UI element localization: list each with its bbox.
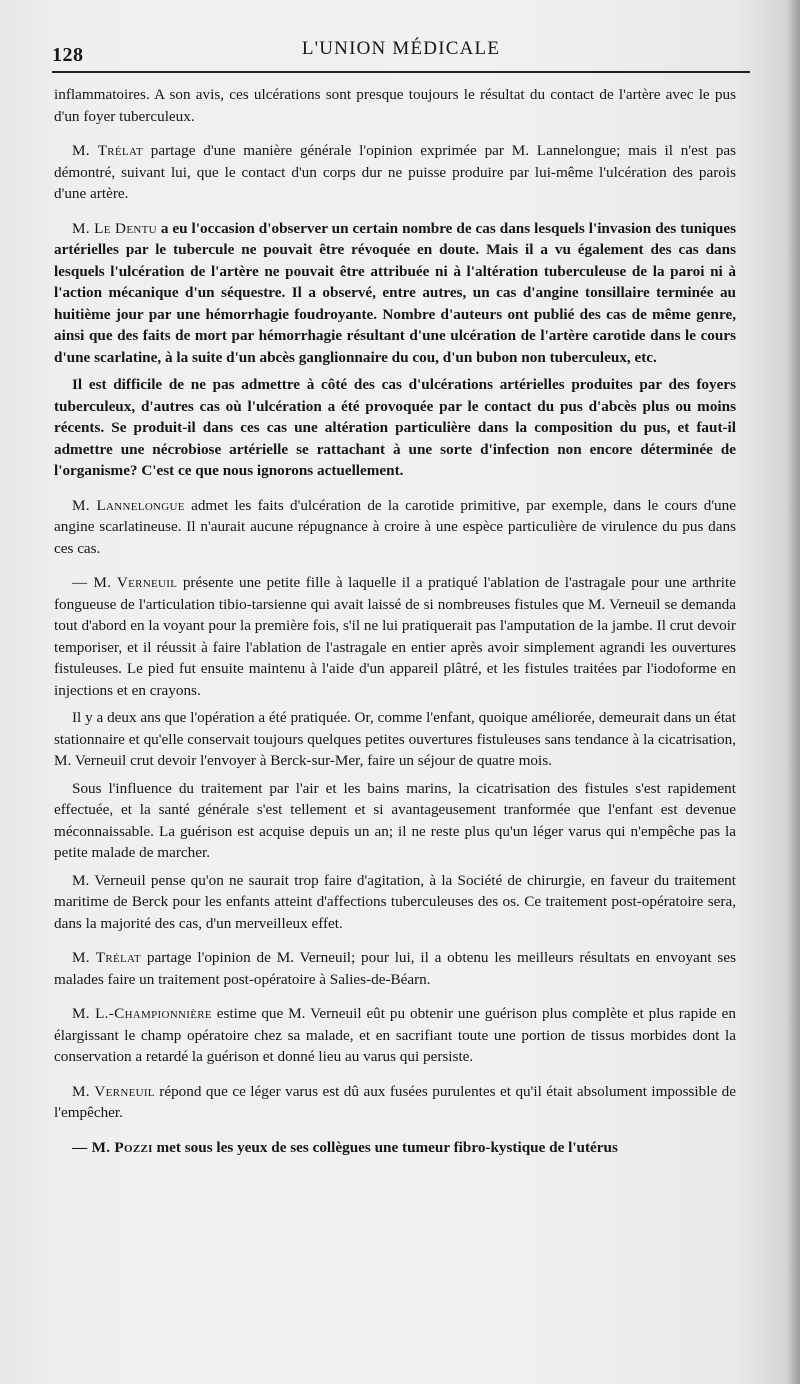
paragraph-text: présente une petite fille à laquelle il a pratiqué l'ablation de l'astragale pour une arthrite fongueuse de l'articulation tibio-tarsienne qui avait laissé de si nombreuses fistules que M. Verneuil se demanda tout d'abord en la voyant pour la première fois, s'il ne lui pratiquerait pas l'amputation de la jambe. Il crut devoir temporiser, et il réussit à faire l'ablation de l'astragale en entier après avoir simplement agrandi les ouvertures fistuleuses. Le pied fut ensuite maintenu à l'aide d'un appareil plâtré, et les fistules traitées par l'iodoforme en injections et en crayons. [54, 574, 736, 699]
paragraph-text: met sous les yeux de ses collègues une tumeur fibro-kystique de l'utérus [152, 1138, 618, 1156]
para-deux-ans [54, 707, 736, 772]
speaker-name: M. Le Dentu [72, 219, 157, 237]
speaker-name: M. Trélat [72, 142, 143, 159]
paragraph-text: a eu l'occasion d'observer un certain nombre de cas dans lesquels l'invasion des tuniques artérielles par le tubercule ne pouvait être révoquée en doute. Mais il a vu également des cas dans lesquels l'ulcération de l'artère ne pouvait être attribuée ni à l'altération tuberculeuse de la paroi ni à l'action mécanique d'un séquestre. Il a observé, entre autres, un cas d'angine tonsillaire terminée au huitième jour par une hémorrhagie foudroyante. Nombre d'auteurs ont publié des cas de même genre, ainsi que des faits de mort par hémorrhagie résultant d'une ulcération de l'artère carotide dans le cours d'une scarlatine, à la suite d'un abcès ganglionnaire du cou, d'un bubon non tuberculeux, etc. [54, 219, 736, 366]
para-influence [54, 778, 736, 864]
para-lannelongue [54, 495, 736, 560]
speaker-name: M. Verneuil [72, 1082, 155, 1100]
page-header [52, 34, 750, 74]
paragraph-text: partage l'opinion de M. Verneuil; pour lui, il a obtenu les meilleurs résultats en envoyant ses malades faire un traitement post-opératoire à Salies-de-Béarn. [54, 949, 736, 988]
para-verneuil-pense [54, 870, 736, 935]
para-championniere [54, 1003, 736, 1068]
speaker-name: M. L.-Championnière [72, 1005, 212, 1022]
para-pozzi [54, 1137, 736, 1159]
para-trelat-1 [54, 140, 736, 205]
para-difficile [54, 374, 736, 482]
paragraph-text: Sous l'influence du traitement par l'air et les bains marins, la cicatrisation des fistules s'est rapidement effectuée, et la santé générale s'est tellement et si avantageusement tranformée que l'enfant est devenue méconnaissable. La guérison est acquise depuis un an; il ne reste plus qu'un léger varus qui n'empêche pas la petite malade de marcher. [54, 779, 736, 861]
paragraph-text: admet les faits d'ulcération de la carotide primitive, par exemple, dans le cours d'une angine scarlatineuse. Il n'aurait aucune répugnance à croire à une espèce particulière de virulence du pus dans ces cas. [54, 496, 736, 557]
speaker-name: — M. Pozzi [72, 1138, 153, 1156]
speaker-name: M. Lannelongue [72, 496, 185, 514]
paragraph-text: répond que ce léger varus est dû aux fusées purulentes et qu'il était absolument impossible de l'empêcher. [54, 1082, 736, 1121]
article-body [54, 84, 736, 1158]
paragraph-text: Il est difficile de ne pas admettre à côté des cas d'ulcérations artérielles produites par des foyers tuberculeux, d'autres cas où l'ulcération a été provoquée par le contact du pus d'abcès plus ou moins récents. Se produit-il dans ces cas une altération particulière dans la composition du pus, et faut-il admettre une nécrobiose artérielle se rattachant à une sorte d'infection non encore déterminée de l'organisme? C'est ce que nous ignorons actuellement. [54, 376, 736, 479]
speaker-name: M. Trélat [72, 949, 142, 966]
para-ulcerations-contact [54, 84, 736, 127]
para-le-dentu [54, 218, 736, 369]
paragraph-text: estime que M. Verneuil eût pu obtenir une guérison plus complète et plus rapide en élargissant le champ opératoire chez sa malade, et en sacrifiant toute une portion de tissus morbides dont la conservation a retardé la guérison et donné lieu au varus qui persiste. [54, 1005, 736, 1065]
page-number: 128 [52, 44, 84, 66]
header-rule [52, 71, 750, 73]
paragraph-text: M. Verneuil pense qu'on ne saurait trop faire d'agitation, à la Société de chirurgie, en faveur du traitement maritime de Berck pour les enfants atteint d'affections tuberculeuses des os. Ce traitement post-opératoire sera, dans la majorité des cas, d'un merveilleux effet. [54, 871, 736, 932]
paragraph-text: partage d'une manière générale l'opinion exprimée par M. Lannelongue; mais il n'est pas démontré, suivant lui, que le contact d'un corps dur ne puisse produire par lui-même l'ulcération des parois d'une artère. [54, 142, 736, 202]
speaker-name: — M. Verneuil [72, 574, 178, 591]
para-verneuil-presentation [54, 572, 736, 701]
para-trelat-2 [54, 947, 736, 990]
paragraph-text: inflammatoires. A son avis, ces ulcérations sont presque toujours le résultat du contact de l'artère avec le pus d'un foyer tuberculeux. [54, 86, 736, 125]
running-title: L'UNION MÉDICALE [301, 38, 501, 59]
page-edge-shadow [786, 0, 800, 1384]
para-verneuil-repond [54, 1081, 736, 1124]
paragraph-text: Il y a deux ans que l'opération a été pratiquée. Or, comme l'enfant, quoique améliorée, demeurait dans un état stationnaire et qu'elle conservait toujours quelques petites ouvertures fistuleuses sans tendance à la cicatrisation, M. Verneuil crut devoir l'envoyer à Berck-sur-Mer, faire un séjour de quatre mois. [54, 709, 736, 769]
